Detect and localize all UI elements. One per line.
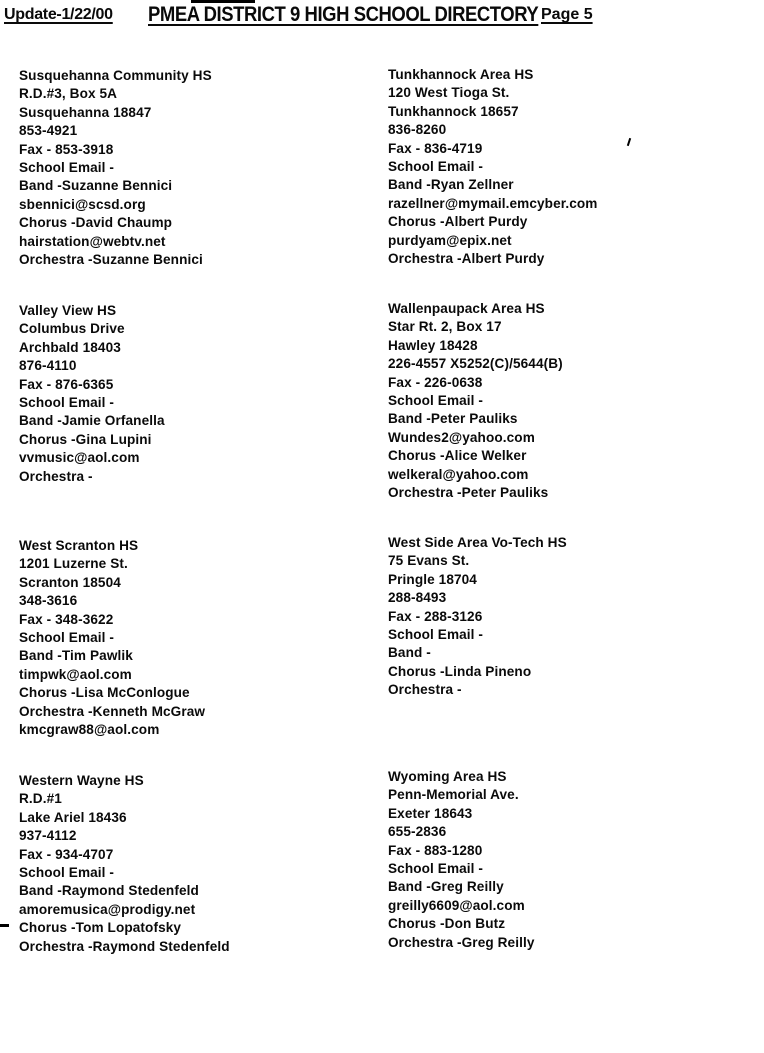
school-detail-line: R.D.#3, Box 5A [19, 86, 118, 102]
school-detail-line: Band -Raymond Stedenfeld [19, 883, 199, 899]
school-fax-line: Fax - 288-3126 [388, 608, 483, 624]
school-name: West Side Area Vo-Tech HS [388, 535, 567, 550]
school-fax-line: Fax - 853-3918 [19, 141, 114, 157]
school-detail-line: Band - [388, 645, 431, 661]
school-detail-line: Orchestra -Suzanne Bennici [19, 252, 203, 268]
school-entry [19, 302, 165, 486]
school-email-line: purdyam@epix.net [388, 232, 512, 248]
school-detail-line: Band -Jamie Orfanella [19, 413, 165, 429]
school-fax-line: Fax - 836-4719 [388, 140, 483, 156]
school-detail-line: Band -Tim Pawlik [19, 648, 133, 664]
school-entry [388, 534, 567, 700]
school-detail-line: Orchestra -Peter Pauliks [388, 485, 549, 501]
school-detail-line: Hawley 18428 [388, 337, 478, 353]
school-detail-line: Chorus -Linda Pineno [388, 663, 532, 679]
school-entry [19, 67, 212, 269]
school-detail-line: Penn-Memorial Ave. [388, 787, 519, 803]
school-email-line: Wundes2@yahoo.com [388, 429, 535, 445]
school-detail-line: Chorus -Lisa McConlogue [19, 685, 190, 701]
school-email-line: greilly6609@aol.com [388, 897, 525, 913]
school-detail-line: Band -Ryan Zellner [388, 177, 514, 193]
school-entry [388, 768, 535, 952]
school-detail-line: Columbus Drive [19, 321, 125, 337]
school-entry [19, 537, 205, 739]
school-entry [388, 300, 563, 502]
school-email-line: kmcgraw88@aol.com [19, 722, 160, 738]
school-email-line: amoremusica@prodigy.net [19, 901, 196, 917]
school-detail-line: School Email - [388, 861, 484, 877]
school-name: Valley View HS [19, 303, 117, 318]
school-detail-line: 655-2836 [388, 824, 447, 840]
school-detail-line: Chorus -Tom Lopatofsky [19, 920, 182, 936]
school-detail-line: 348-3616 [19, 593, 78, 609]
school-name: Western Wayne HS [19, 773, 144, 788]
school-detail-line: School Email - [388, 393, 484, 409]
school-detail-line: Pringle 18704 [388, 571, 477, 587]
school-detail-line: 937-4112 [19, 828, 77, 844]
school-name: West Scranton HS [19, 538, 139, 553]
school-fax-line: Fax - 226-0638 [388, 374, 483, 390]
school-detail-line: School Email - [19, 395, 115, 411]
school-entry [388, 66, 598, 268]
school-detail-line: Susquehanna 18847 [19, 104, 152, 120]
school-detail-line: R.D.#1 [19, 791, 62, 807]
school-detail-line: Band -Suzanne Bennici [19, 178, 173, 194]
school-fax-line: Fax - 883-1280 [388, 842, 483, 858]
school-name: Tunkhannock Area HS [388, 67, 534, 82]
school-detail-line: 226-4557 X5252(C)/5644(B) [388, 356, 563, 372]
school-detail-line: Orchestra - [19, 468, 93, 484]
scan-artifact-left-edge [0, 924, 9, 927]
school-email-line: timpwk@aol.com [19, 666, 132, 682]
school-detail-line: 120 West Tioga St. [388, 85, 510, 101]
school-detail-line: Chorus -Albert Purdy [388, 214, 528, 230]
school-detail-line: 1201 Luzerne St. [19, 556, 128, 572]
school-name: Susquehanna Community HS [19, 68, 212, 83]
school-detail-line: 853-4921 [19, 123, 78, 139]
school-detail-line: Chorus -Alice Welker [388, 448, 527, 464]
school-name: Wyoming Area HS [388, 769, 507, 784]
school-detail-line: Band -Peter Pauliks [388, 411, 518, 427]
school-detail-line: School Email - [19, 865, 115, 881]
school-detail-line: Chorus -David Chaump [19, 215, 173, 231]
school-email-line: sbennici@scsd.org [19, 196, 146, 212]
school-fax-line: Fax - 934-4707 [19, 846, 114, 862]
directory-column [19, 0, 379, 1053]
school-detail-line: Lake Ariel 18436 [19, 809, 127, 825]
scan-artifact-top-edge [191, 0, 255, 3]
school-detail-line: Archbald 18403 [19, 339, 121, 355]
school-fax-line: Fax - 348-3622 [19, 611, 114, 627]
school-detail-line: 288-8493 [388, 590, 447, 606]
school-detail-line: School Email - [19, 160, 115, 176]
school-detail-line: Chorus -Gina Lupini [19, 431, 152, 447]
page-title: PMEA DISTRICT 9 HIGH SCHOOL DIRECTORY [148, 3, 539, 26]
school-detail-line: Orchestra - [388, 682, 462, 698]
school-fax-line: Fax - 876-6365 [19, 376, 114, 392]
school-detail-line: 75 Evans St. [388, 553, 470, 569]
school-detail-line: Orchestra -Albert Purdy [388, 251, 545, 267]
school-detail-line: 836-8260 [388, 122, 447, 138]
school-detail-line: Orchestra -Kenneth McGraw [19, 703, 206, 719]
school-name: Wallenpaupack Area HS [388, 301, 545, 316]
school-detail-line: Band -Greg Reilly [388, 879, 504, 895]
school-entry [19, 772, 230, 956]
school-detail-line: Exeter 18643 [388, 805, 473, 821]
school-detail-line: Orchestra -Raymond Stedenfeld [19, 938, 230, 954]
school-detail-line: Orchestra -Greg Reilly [388, 934, 535, 950]
update-date-label: Update-1/22/00 [4, 6, 113, 23]
school-email-line: razellner@mymail.emcyber.com [388, 195, 598, 211]
school-detail-line: Scranton 18504 [19, 574, 121, 590]
school-detail-line: Star Rt. 2, Box 17 [388, 319, 502, 335]
directory-column [388, 0, 748, 1053]
page-number-label: Page 5 [541, 6, 593, 23]
school-detail-line: Chorus -Don Butz [388, 916, 506, 932]
school-detail-line: School Email - [388, 627, 484, 643]
school-detail-line: Tunkhannock 18657 [388, 103, 519, 119]
school-detail-line: School Email - [19, 630, 115, 646]
school-detail-line: 876-4110 [19, 358, 77, 374]
school-detail-line: School Email - [388, 159, 484, 175]
school-email-line: hairstation@webtv.net [19, 233, 166, 249]
school-email-line: welkeral@yahoo.com [388, 466, 529, 482]
school-email-line: vvmusic@aol.com [19, 450, 140, 466]
